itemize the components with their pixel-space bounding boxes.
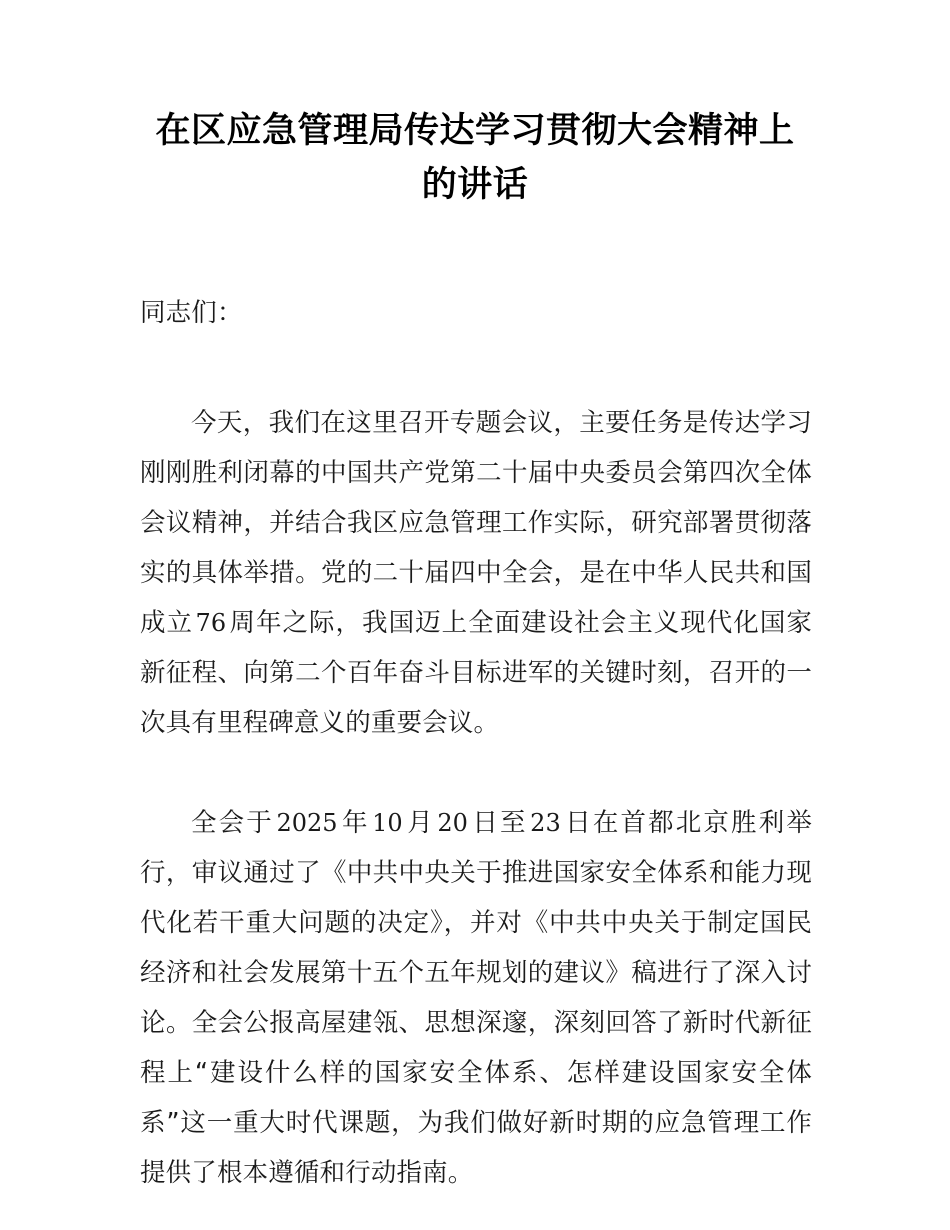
numeral: 10 <box>372 809 403 837</box>
body-paragraph-2: 全会于 2025年 10月 20日至 23日在首都北京胜利举行，审议通过了《中共中央关于推进国家安全体系和能力现代化若干重大问题的决定》，并对《中共中央关于制定国民经济和社会发展第十五个五年规划的建议》稿进行了深入讨论。全会公报高屋建瓴、思想深邃，深刻回答了新时代新征程上“建设什么样的国家安全体系、怎样建设国家安全体系”这一重大时代课题，为我们做好新时期的应急管理工作提供了根本遵循和行动指南。 <box>140 808 812 1188</box>
numeral: 76 <box>195 609 227 637</box>
paragraph-spacer <box>140 348 812 398</box>
salutation: 同志们： <box>140 298 243 328</box>
numeral: 2025 <box>276 809 338 837</box>
page-title: 在区应急管理局传达学习贯彻大会精神上的讲话 <box>155 110 795 205</box>
numeral: 23 <box>530 809 561 837</box>
numeral: 20 <box>437 809 468 837</box>
body-paragraph-1: 今天，我们在这里召开专题会议，主要任务是传达学习刚刚胜利闭幕的中国共产党第二十届中央委员会第四次全体会议精神，并结合我区应急管理工作实际，研究部署贯彻落实的具体举措。党的二十届四中全会，是在中华人民共和国成立 76周年之际，我国迈上全面建设社会主义现代化国家新征程、向第二个百年奋斗目标进军的关键时刻，召开的一次具有里程碑意义的重要会议。 <box>140 408 812 738</box>
document-body <box>140 288 812 1198</box>
paragraph-spacer <box>140 748 812 798</box>
